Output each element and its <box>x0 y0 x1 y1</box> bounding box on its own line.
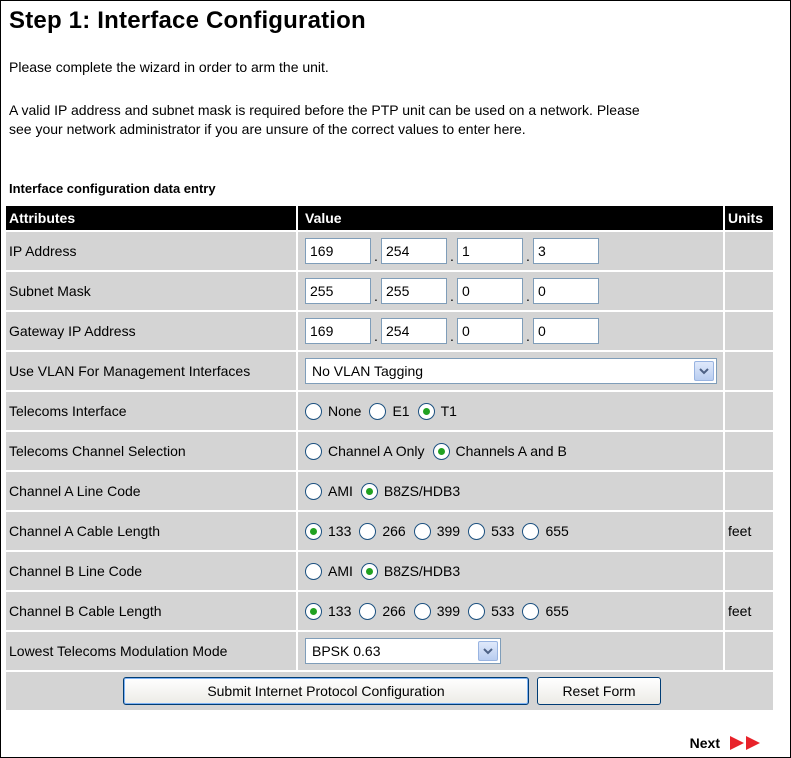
telecoms-interface-value <box>298 392 723 430</box>
radio-none[interactable] <box>305 403 322 420</box>
channel-b-line-code-units <box>725 552 773 590</box>
vlan-value <box>298 352 723 390</box>
ip-octet-4[interactable] <box>533 238 599 264</box>
subnet-octet-4[interactable] <box>533 278 599 304</box>
channel-a-cable-length-label: Channel A Cable Length <box>6 512 296 550</box>
radio-channel-a-b8zs[interactable] <box>361 483 378 500</box>
table-header <box>6 206 773 230</box>
table-row-gateway <box>6 312 773 350</box>
radio-channel-a-266-label: 266 <box>382 523 406 539</box>
channel-a-cable-length-units: feet <box>725 512 773 550</box>
table-row-subnet-mask <box>6 272 773 310</box>
gateway-octet-2[interactable] <box>381 318 447 344</box>
next-label: Next <box>689 735 720 751</box>
table-row-telecoms-interface <box>6 392 773 430</box>
vlan-label: Use VLAN For Management Interfaces <box>6 352 296 390</box>
form-actions <box>6 672 773 710</box>
radio-channel-a-b8zs-label: B8ZS/HDB3 <box>383 483 461 499</box>
radio-channel-a-133[interactable] <box>305 523 322 540</box>
info-paragraph: A valid IP address and subnet mask is required before the PTP unit can be used on a network. Please see your network administrator if you are unsure of the correct values to enter here. <box>9 102 640 137</box>
gateway-octet-3[interactable] <box>457 318 523 344</box>
radio-channel-a-133-label: 133 <box>328 523 352 539</box>
channel-b-cable-length-label: Channel B Cable Length <box>6 592 296 630</box>
subnet-octet-2[interactable] <box>381 278 447 304</box>
channel-b-cable-length-units: feet <box>725 592 773 630</box>
radio-channel-a-only[interactable] <box>305 443 322 460</box>
table-row-channel-b-cable-length <box>6 592 773 630</box>
telecoms-interface-units <box>725 392 773 430</box>
gateway-units <box>725 312 773 350</box>
radio-channel-a-266[interactable] <box>359 523 376 540</box>
subnet-mask-label: Subnet Mask <box>6 272 296 310</box>
radio-e1-label: E1 <box>392 403 410 419</box>
reset-form-button[interactable]: Reset Form <box>537 677 661 705</box>
radio-channel-b-533[interactable] <box>468 603 485 620</box>
channel-a-cable-length-value <box>298 512 723 550</box>
radio-channel-b-655-label: 655 <box>545 603 569 619</box>
page-title: Step 1: Interface Configuration <box>9 7 366 34</box>
ip-octet-1[interactable] <box>305 238 371 264</box>
radio-channel-b-266-label: 266 <box>382 603 406 619</box>
channel-a-line-code-label: Channel A Line Code <box>6 472 296 510</box>
channel-selection-value <box>298 432 723 470</box>
table-row-channel-a-cable-length <box>6 512 773 550</box>
table-row-channel-a-line-code <box>6 472 773 510</box>
vlan-selected-value: No VLAN Tagging <box>312 363 424 379</box>
header-units: Units <box>725 206 773 230</box>
section-title: Interface configuration data entry <box>9 181 216 196</box>
radio-channel-a-399-label: 399 <box>436 523 461 539</box>
radio-channel-b-b8zs-label: B8ZS/HDB3 <box>383 563 461 579</box>
radio-none-label: None <box>328 403 362 419</box>
header-attributes: Attributes <box>6 206 296 230</box>
channel-selection-units <box>725 432 773 470</box>
table-row-modulation <box>6 632 773 670</box>
ip-octet-2[interactable] <box>381 238 447 264</box>
gateway-label: Gateway IP Address <box>6 312 296 350</box>
ip-octet-3[interactable] <box>457 238 523 264</box>
gateway-value: 169 . 254 . 0 . 0 <box>298 312 723 350</box>
subnet-octet-1[interactable] <box>305 278 371 304</box>
radio-channel-a-655[interactable] <box>522 523 539 540</box>
header-value: Value <box>298 206 723 230</box>
radio-channel-b-b8zs[interactable] <box>361 563 378 580</box>
modulation-label: Lowest Telecoms Modulation Mode <box>6 632 296 670</box>
chevron-down-icon[interactable] <box>694 361 714 381</box>
subnet-mask-units <box>725 272 773 310</box>
channel-a-line-code-value <box>298 472 723 510</box>
channel-b-cable-length-value <box>298 592 723 630</box>
radio-channels-a-and-b-label: Channels A and B <box>455 443 567 459</box>
config-table <box>6 206 773 710</box>
radio-channel-b-399-label: 399 <box>436 603 461 619</box>
submit-ip-config-button[interactable]: Submit Internet Protocol Configuration <box>123 677 529 705</box>
double-arrow-right-icon <box>730 736 764 750</box>
ip-address-units <box>725 232 773 270</box>
vlan-select[interactable] <box>305 358 717 384</box>
telecoms-interface-radio-group <box>305 403 465 420</box>
radio-channel-b-655[interactable] <box>522 603 539 620</box>
channel-selection-label: Telecoms Channel Selection <box>6 432 296 470</box>
radio-channel-a-533[interactable] <box>468 523 485 540</box>
radio-channel-a-ami[interactable] <box>305 483 322 500</box>
next-link[interactable] <box>690 735 764 751</box>
intro-text: Please complete the wizard in order to arm the unit. <box>9 59 329 75</box>
subnet-mask-value: 255 . 255 . 0 . 0 <box>298 272 723 310</box>
radio-channel-a-only-label: Channel A Only <box>328 443 425 459</box>
channel-b-line-code-label: Channel B Line Code <box>6 552 296 590</box>
vlan-units <box>725 352 773 390</box>
radio-channel-b-399[interactable] <box>414 603 431 620</box>
telecoms-interface-label: Telecoms Interface <box>6 392 296 430</box>
subnet-octet-3[interactable] <box>457 278 523 304</box>
radio-channel-a-399[interactable] <box>414 523 431 540</box>
table-row-ip-address <box>6 232 773 270</box>
table-row-channel-selection <box>6 432 773 470</box>
radio-channels-a-and-b[interactable] <box>433 443 450 460</box>
radio-channel-a-655-label: 655 <box>545 523 569 539</box>
modulation-value <box>298 632 723 670</box>
radio-channel-b-533-label: 533 <box>491 603 515 619</box>
radio-channel-a-ami-label: AMI <box>328 483 353 499</box>
modulation-units <box>725 632 773 670</box>
radio-channel-b-ami[interactable] <box>305 563 322 580</box>
ip-address-value: 169 . 254 . 1 . 3 <box>298 232 723 270</box>
chevron-down-icon[interactable] <box>478 641 498 661</box>
gateway-octet-1[interactable] <box>305 318 371 344</box>
radio-channel-a-533-label: 533 <box>491 523 515 539</box>
radio-t1[interactable] <box>418 403 435 420</box>
radio-channel-b-133-label: 133 <box>328 603 352 619</box>
modulation-select[interactable] <box>305 638 501 664</box>
table-row-vlan <box>6 352 773 390</box>
ip-address-label: IP Address <box>6 232 296 270</box>
channel-b-line-code-value <box>298 552 723 590</box>
modulation-selected-value: BPSK 0.63 <box>312 643 381 659</box>
radio-channel-b-266[interactable] <box>359 603 376 620</box>
radio-e1[interactable] <box>369 403 386 420</box>
radio-channel-b-133[interactable] <box>305 603 322 620</box>
radio-channel-b-ami-label: AMI <box>328 563 353 579</box>
table-row-channel-b-line-code <box>6 552 773 590</box>
channel-a-line-code-units <box>725 472 773 510</box>
gateway-octet-4[interactable] <box>533 318 599 344</box>
radio-t1-label: T1 <box>440 403 457 419</box>
